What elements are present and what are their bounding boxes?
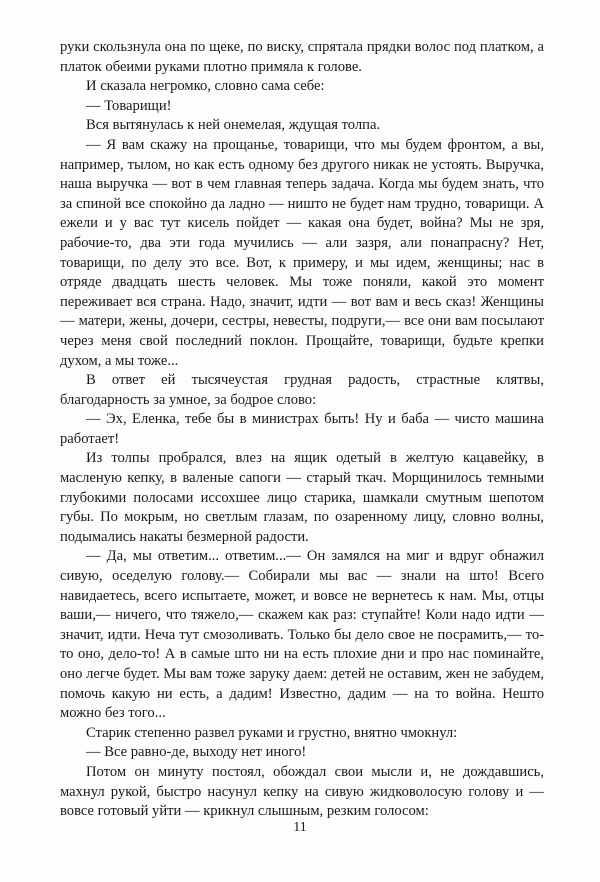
body-text	[60, 38, 544, 822]
paragraph: Вся вытянулась к ней онемелая, ждущая толпа.	[86, 117, 381, 134]
paragraph: Старик степенно развел руками и грустно, внятно чмокнул:	[86, 724, 458, 741]
paragraph: Потом он минуту постоял, обождал свои мысли и, не дождавшись, махнул рукой, быстро насунул кепку на сивую жидковолосую голову и — вовсе готовый уйти — крикнул слышным, резким голосом:	[60, 763, 544, 820]
paragraph: — Товарищи!	[86, 97, 172, 114]
paragraph: В ответ ей тысячеустая грудная радость, страстные клятвы, благодарность за умное, за бодрое слово:	[60, 372, 544, 408]
paragraph: — Эх, Еленка, тебе бы в министрах быть! Ну и баба — чисто машина работает!	[60, 411, 544, 447]
paragraph: руки скользнула она по щеке, по виску, спрятала прядки волос под платком, а платок обеими руками плотно примяла к голове.	[60, 39, 544, 75]
paragraph: — Да, мы ответим... ответим...— Он замялся на миг и вдруг обнажил сивую, оседелую голову.— Собирали мы вас — знали на што! Всего навидаетесь, всего испытаете, может, и вовсе не вернетесь к нам. Мы, отцы ваши,— ничего, что тяжело,— скажем как раз: ступайте! Коли надо идти — значит, идти. Неча тут смозоливать. Только бы дело свое не посрамить,— то-то оно, дело-то! А в самые што ни на есть плохие дни и про нас поминайте, оно легче будет. Мы вам тоже заруку даем: детей не оставим, жен не забудем, помочь какую ни есть, а дадим! Известно, дадим — на то война. Нешто можно без того...	[60, 548, 544, 722]
paragraph: И сказала негромко, словно сама себе:	[86, 78, 325, 95]
paragraph: — Я вам скажу на прощанье, товарищи, что мы будем фронтом, а вы, например, тылом, но как есть одному без другого никак не устоять. Выручка, наша выручка — вот в чем главная теперь задача. Когда мы будем знать, что за спиной все спокойно да ладно — ништо не будет нам трудно, товарищи. А ежели и у вас тут кисель пойдет — какая она будет, война? Мы не зря, рабочие-то, два эти года мучились — али зазря, али понапрасну? Нет, товарищи, по делу это все. Вот, к примеру, и мы идем, женщины; нас в отряде двадцать шесть человек. Мы тоже поняли, какой это момент переживает вся страна. Надо, значит, идти — вот вам и весь сказ! Женщины — матери, жены, дочери, сестры, невесты, подруги,— все они вам посылают через меня свой последний поклон. Прощайте, товарищи, будьте крепки духом, а мы тоже...	[60, 136, 544, 369]
paragraph: Из толпы пробрался, влез на ящик одетый в желтую кацавейку, в масленую кепку, в валеные сапоги — старый ткач. Морщинилось темными глубокими полосами иссохшее лицо старика, шамкали смутным шепотом губы. По мокрым, но светлым глазам, по озаренному лицу, словно волны, подымались накаты безмерной радости.	[60, 450, 544, 545]
paragraph: — Все равно-де, выходу нет иного!	[86, 744, 307, 761]
page-number: 11	[293, 820, 307, 835]
